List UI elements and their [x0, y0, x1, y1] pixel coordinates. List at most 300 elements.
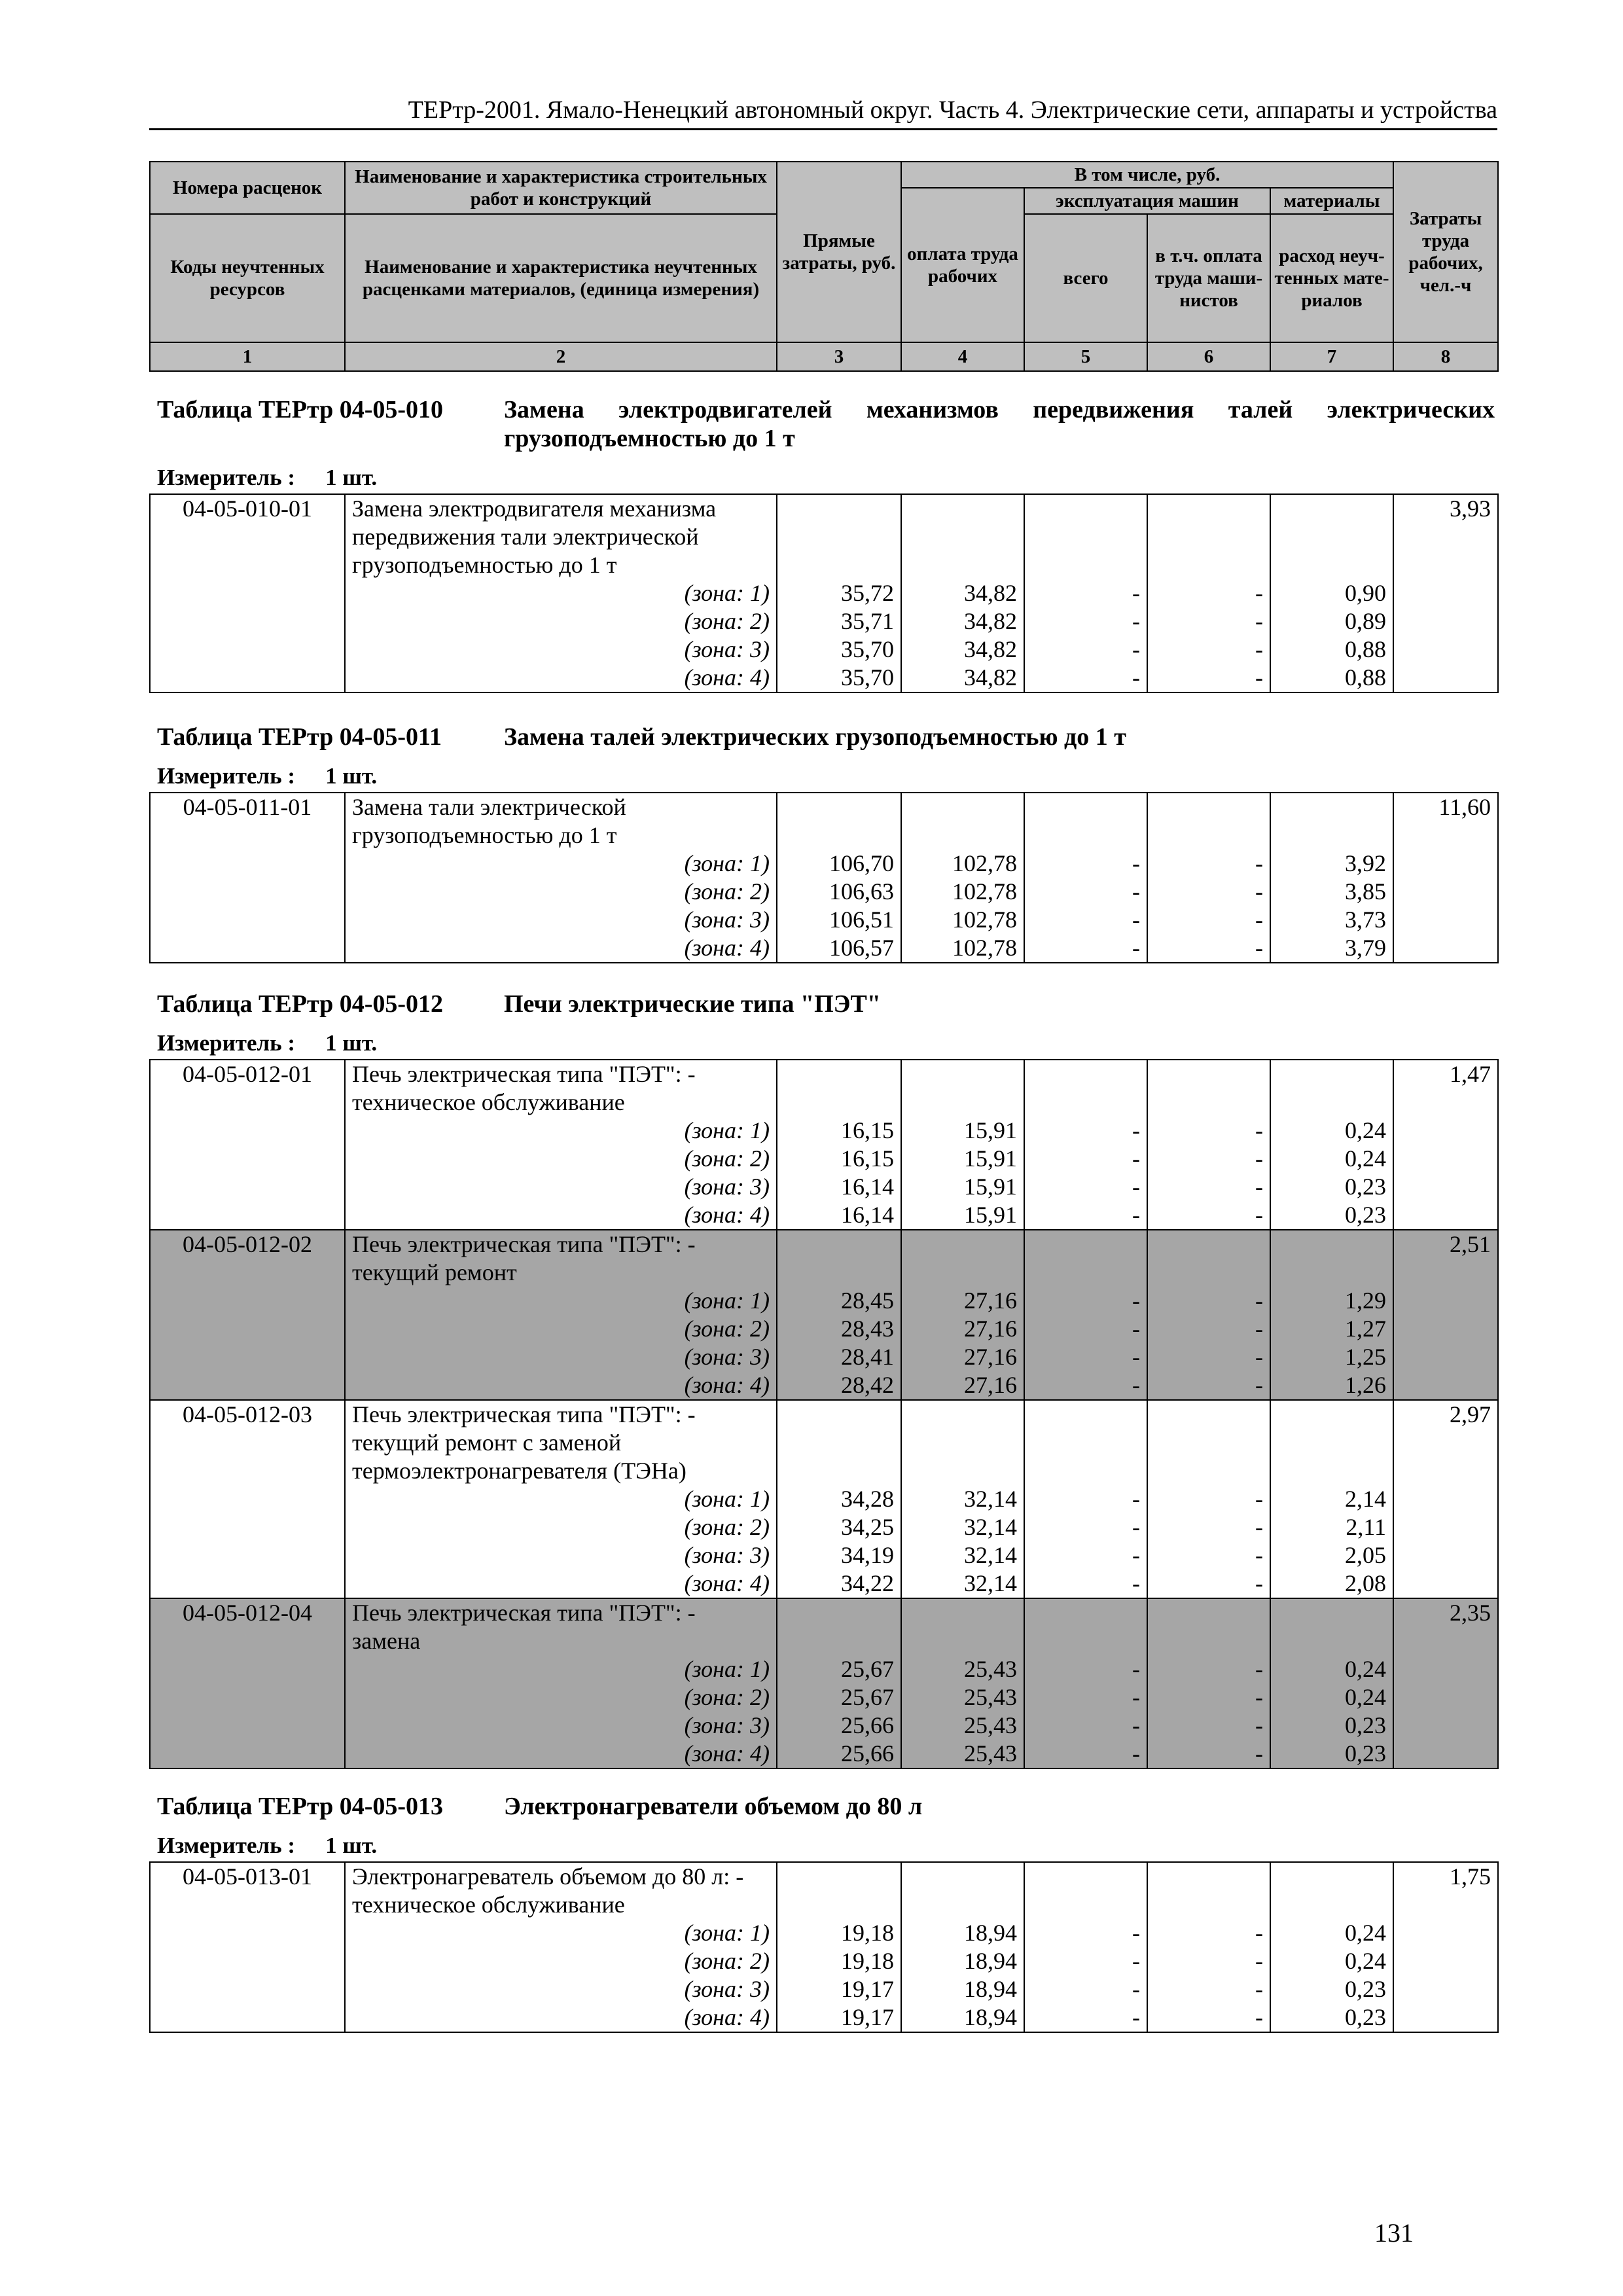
table-title: [157, 990, 1497, 1018]
table-number: Таблица ТЕРтр 04-05-013: [157, 1793, 444, 1820]
empty-cell: [1393, 664, 1498, 692]
rate-name-line: Печь электрическая типа "ПЭТ": -: [345, 1598, 777, 1627]
table-row: [150, 494, 1498, 523]
table-number: Таблица ТЕРтр 04-05-012: [157, 990, 444, 1018]
rate-name-line: Печь электрическая типа "ПЭТ": -: [345, 1060, 777, 1088]
rate-name-line: термоэлектронагревателя (ТЭНа): [345, 1457, 777, 1485]
empty-cell: [1393, 2003, 1498, 2032]
empty-cell: [1393, 1259, 1498, 1287]
empty-cell: [150, 1315, 345, 1343]
materials-value: 3,92: [1270, 850, 1393, 878]
table-row: [150, 1145, 1498, 1173]
labor-pay-value: 25,43: [901, 1740, 1024, 1768]
direct-costs-value: 28,41: [777, 1343, 901, 1371]
labor-pay-value: 34,82: [901, 607, 1024, 636]
zone-label: (зона: 4): [345, 1201, 777, 1230]
machinists-pay-value: -: [1147, 1173, 1270, 1201]
measure-value: 1 шт.: [325, 1833, 378, 1858]
machines-total-value: -: [1024, 1485, 1147, 1513]
machinists-pay-value: -: [1147, 1343, 1270, 1371]
empty-cell: [1393, 1712, 1498, 1740]
table-row: [150, 1201, 1498, 1230]
empty-cell: [1024, 1862, 1147, 1891]
empty-cell: [1393, 1088, 1498, 1117]
machinists-pay-value: -: [1147, 664, 1270, 692]
empty-cell: [150, 1457, 345, 1485]
empty-cell: [1270, 1598, 1393, 1627]
zone-label: (зона: 3): [345, 1541, 777, 1570]
empty-cell: [901, 1400, 1024, 1429]
materials-value: 0,24: [1270, 1683, 1393, 1712]
empty-cell: [1393, 934, 1498, 963]
empty-cell: [150, 1947, 345, 1975]
materials-value: 0,23: [1270, 1975, 1393, 2003]
page-number: 131: [1374, 2218, 1414, 2248]
rate-name-line: грузоподъемностью до 1 т: [345, 821, 777, 850]
empty-cell: [777, 1230, 901, 1259]
table-row: [150, 1975, 1498, 2003]
empty-cell: [150, 1740, 345, 1768]
running-header: ТЕРтр-2001. Ямало-Ненецкий автономный округ. Часть 4. Электрические сети, аппараты и устройства: [408, 96, 1497, 124]
machines-total-value: -: [1024, 1145, 1147, 1173]
labor-pay-value: 15,91: [901, 1201, 1024, 1230]
rate-table-section: [149, 990, 1497, 1769]
empty-cell: [1270, 1862, 1393, 1891]
machinists-pay-value: -: [1147, 1371, 1270, 1400]
header-machines: эксплуатация машин: [1024, 188, 1270, 214]
col-number: 6: [1147, 342, 1270, 371]
zone-label: (зона: 4): [345, 1740, 777, 1768]
table-row: [150, 850, 1498, 878]
empty-cell: [150, 1145, 345, 1173]
direct-costs-value: 16,14: [777, 1201, 901, 1230]
measure-value: 1 шт.: [325, 465, 378, 490]
rate-table: [149, 792, 1499, 963]
empty-cell: [1270, 1060, 1393, 1088]
labor-pay-value: 102,78: [901, 878, 1024, 906]
table-row: [150, 2003, 1498, 2032]
empty-cell: [901, 793, 1024, 821]
machinists-pay-value: -: [1147, 1117, 1270, 1145]
materials-value: 0,24: [1270, 1919, 1393, 1947]
labor-costs-value: 2,35: [1393, 1598, 1498, 1627]
col-number: 2: [345, 342, 777, 371]
empty-cell: [901, 1429, 1024, 1457]
empty-cell: [901, 1862, 1024, 1891]
table-row: [150, 1457, 1498, 1485]
machinists-pay-value: -: [1147, 878, 1270, 906]
direct-costs-value: 34,25: [777, 1513, 901, 1541]
empty-cell: [150, 1117, 345, 1145]
empty-cell: [150, 636, 345, 664]
table-row: [150, 1287, 1498, 1315]
table-row: [150, 1740, 1498, 1768]
materials-value: 2,14: [1270, 1485, 1393, 1513]
direct-costs-value: 25,66: [777, 1740, 901, 1768]
empty-cell: [777, 494, 901, 523]
empty-cell: [1393, 1429, 1498, 1457]
zone-label: (зона: 2): [345, 607, 777, 636]
table-row: [150, 1117, 1498, 1145]
col-number: 7: [1270, 342, 1393, 371]
direct-costs-value: 19,17: [777, 2003, 901, 2032]
labor-pay-value: 15,91: [901, 1145, 1024, 1173]
table-row: [150, 1570, 1498, 1598]
empty-cell: [1024, 1230, 1147, 1259]
rate-code: 04-05-012-03: [150, 1400, 345, 1429]
materials-value: 1,25: [1270, 1343, 1393, 1371]
empty-cell: [1024, 1457, 1147, 1485]
labor-pay-value: 25,43: [901, 1712, 1024, 1740]
empty-cell: [1393, 1457, 1498, 1485]
labor-costs-value: 1,47: [1393, 1060, 1498, 1088]
empty-cell: [150, 1343, 345, 1371]
machines-total-value: -: [1024, 1541, 1147, 1570]
table-row: [150, 793, 1498, 821]
direct-costs-value: 106,51: [777, 906, 901, 934]
zone-label: (зона: 3): [345, 1343, 777, 1371]
rate-table-section: [149, 395, 1497, 693]
table-title: [157, 395, 1497, 453]
empty-cell: [1024, 1400, 1147, 1429]
zone-label: (зона: 3): [345, 1975, 777, 2003]
zone-label: (зона: 1): [345, 1919, 777, 1947]
machines-total-value: -: [1024, 579, 1147, 607]
col-number: 5: [1024, 342, 1147, 371]
materials-value: 3,73: [1270, 906, 1393, 934]
zone-label: (зона: 1): [345, 850, 777, 878]
materials-value: 3,85: [1270, 878, 1393, 906]
header-direct-costs: Прямые затраты, руб.: [777, 162, 901, 342]
machinists-pay-value: -: [1147, 1145, 1270, 1173]
col-number: 4: [901, 342, 1024, 371]
table-row: [150, 1655, 1498, 1683]
empty-cell: [777, 1060, 901, 1088]
rate-name-line: грузоподъемностью до 1 т: [345, 551, 777, 579]
direct-costs-value: 35,71: [777, 607, 901, 636]
labor-pay-value: 27,16: [901, 1287, 1024, 1315]
materials-value: 0,23: [1270, 1173, 1393, 1201]
materials-value: 2,11: [1270, 1513, 1393, 1541]
empty-cell: [150, 1259, 345, 1287]
empty-cell: [1147, 1400, 1270, 1429]
empty-cell: [1393, 1627, 1498, 1655]
table-title-text: Печи электрические типа "ПЭТ": [504, 990, 881, 1018]
table-title: [157, 723, 1497, 751]
empty-cell: [1147, 1060, 1270, 1088]
zone-label: (зона: 1): [345, 579, 777, 607]
empty-cell: [1024, 523, 1147, 551]
table-row: [150, 1947, 1498, 1975]
measure-line: [157, 763, 1497, 789]
empty-cell: [150, 934, 345, 963]
labor-pay-value: 102,78: [901, 850, 1024, 878]
materials-value: 0,88: [1270, 636, 1393, 664]
empty-cell: [150, 1655, 345, 1683]
table-row: [150, 1541, 1498, 1570]
machines-total-value: -: [1024, 1947, 1147, 1975]
machinists-pay-value: -: [1147, 1513, 1270, 1541]
materials-value: 2,08: [1270, 1570, 1393, 1598]
machines-total-value: -: [1024, 636, 1147, 664]
empty-cell: [1270, 1429, 1393, 1457]
direct-costs-value: 25,67: [777, 1683, 901, 1712]
empty-cell: [1393, 821, 1498, 850]
machines-total-value: -: [1024, 607, 1147, 636]
machines-total-value: -: [1024, 1975, 1147, 2003]
machinists-pay-value: -: [1147, 1541, 1270, 1570]
header-codes-bottom: Коды неучтенных ресурсов: [150, 214, 345, 342]
rate-code: 04-05-012-02: [150, 1230, 345, 1259]
empty-cell: [150, 821, 345, 850]
rate-name-line: текущий ремонт: [345, 1259, 777, 1287]
zone-label: (зона: 2): [345, 1947, 777, 1975]
empty-cell: [1393, 1315, 1498, 1343]
direct-costs-value: 106,70: [777, 850, 901, 878]
direct-costs-value: 16,14: [777, 1173, 901, 1201]
rate-code: 04-05-012-01: [150, 1060, 345, 1088]
machinists-pay-value: -: [1147, 1201, 1270, 1230]
direct-costs-value: 106,63: [777, 878, 901, 906]
table-title-text: Замена талей электрических грузоподъемностью до 1 т: [504, 723, 1126, 751]
empty-cell: [1393, 1947, 1498, 1975]
machines-total-value: -: [1024, 2003, 1147, 2032]
rate-name-line: Электронагреватель объемом до 80 л: -: [345, 1862, 777, 1891]
empty-cell: [150, 1287, 345, 1315]
empty-cell: [1270, 793, 1393, 821]
empty-cell: [150, 1570, 345, 1598]
empty-cell: [150, 1485, 345, 1513]
table-row: [150, 1230, 1498, 1259]
empty-cell: [1393, 850, 1498, 878]
empty-cell: [1147, 1862, 1270, 1891]
empty-cell: [150, 1683, 345, 1712]
rate-name-line: техническое обслуживание: [345, 1891, 777, 1919]
zone-label: (зона: 4): [345, 664, 777, 692]
machinists-pay-value: -: [1147, 906, 1270, 934]
materials-value: 0,24: [1270, 1655, 1393, 1683]
table-row: [150, 523, 1498, 551]
zone-label: (зона: 2): [345, 878, 777, 906]
empty-cell: [901, 1230, 1024, 1259]
rate-name-line: Печь электрическая типа "ПЭТ": -: [345, 1230, 777, 1259]
zone-label: (зона: 1): [345, 1655, 777, 1683]
empty-cell: [150, 1919, 345, 1947]
table-title-text: Замена электродвигателей механизмов передвижения талей электрических грузоподъемностью до 1 т: [504, 396, 1495, 452]
measure-label: Измеритель :: [157, 1833, 296, 1858]
empty-cell: [150, 551, 345, 579]
empty-cell: [150, 579, 345, 607]
header-rule: [149, 128, 1497, 130]
header-labor-pay: оплата труда рабочих: [901, 188, 1024, 342]
empty-cell: [150, 878, 345, 906]
table-row: [150, 1891, 1498, 1919]
materials-value: 3,79: [1270, 934, 1393, 963]
empty-cell: [150, 906, 345, 934]
empty-cell: [150, 1088, 345, 1117]
direct-costs-value: 35,72: [777, 579, 901, 607]
direct-costs-value: 19,17: [777, 1975, 901, 2003]
empty-cell: [1147, 523, 1270, 551]
empty-cell: [901, 494, 1024, 523]
empty-cell: [1393, 906, 1498, 934]
empty-cell: [1147, 821, 1270, 850]
empty-cell: [1024, 793, 1147, 821]
direct-costs-value: 35,70: [777, 636, 901, 664]
machinists-pay-value: -: [1147, 636, 1270, 664]
table-row: [150, 607, 1498, 636]
empty-cell: [777, 821, 901, 850]
labor-costs-value: 3,93: [1393, 494, 1498, 523]
rate-table: [149, 1861, 1499, 2033]
machines-total-value: -: [1024, 1683, 1147, 1712]
machines-total-value: -: [1024, 850, 1147, 878]
table-row: [150, 1862, 1498, 1891]
empty-cell: [1393, 523, 1498, 551]
empty-cell: [777, 1891, 901, 1919]
machines-total-value: -: [1024, 1513, 1147, 1541]
machinists-pay-value: -: [1147, 850, 1270, 878]
table-title: [157, 1792, 1497, 1821]
labor-pay-value: 15,91: [901, 1117, 1024, 1145]
zone-label: (зона: 3): [345, 1712, 777, 1740]
empty-cell: [1024, 1891, 1147, 1919]
empty-cell: [901, 1457, 1024, 1485]
measure-label: Измеритель :: [157, 465, 296, 490]
empty-cell: [1147, 1259, 1270, 1287]
empty-cell: [1270, 1230, 1393, 1259]
table-row: [150, 934, 1498, 963]
empty-cell: [150, 523, 345, 551]
measure-line: [157, 465, 1497, 491]
empty-cell: [1393, 1485, 1498, 1513]
empty-cell: [777, 1259, 901, 1287]
measure-label: Измеритель :: [157, 763, 296, 789]
col-number: 3: [777, 342, 901, 371]
machinists-pay-value: -: [1147, 1947, 1270, 1975]
empty-cell: [777, 1429, 901, 1457]
labor-pay-value: 18,94: [901, 1975, 1024, 2003]
rate-name-line: Замена электродвигателя механизма: [345, 494, 777, 523]
direct-costs-value: 34,22: [777, 1570, 901, 1598]
zone-label: (зона: 3): [345, 636, 777, 664]
empty-cell: [1393, 1343, 1498, 1371]
empty-cell: [1270, 1088, 1393, 1117]
labor-pay-value: 27,16: [901, 1315, 1024, 1343]
table-row: [150, 1371, 1498, 1400]
empty-cell: [1270, 551, 1393, 579]
machines-total-value: -: [1024, 1315, 1147, 1343]
table-row: [150, 1683, 1498, 1712]
empty-cell: [1270, 523, 1393, 551]
measure-value: 1 шт.: [325, 1030, 378, 1056]
rate-name-line: замена: [345, 1627, 777, 1655]
empty-cell: [1393, 1201, 1498, 1230]
labor-pay-value: 15,91: [901, 1173, 1024, 1201]
empty-cell: [1393, 1891, 1498, 1919]
zone-label: (зона: 4): [345, 934, 777, 963]
empty-cell: [1147, 1230, 1270, 1259]
empty-cell: [1393, 1655, 1498, 1683]
machinists-pay-value: -: [1147, 1712, 1270, 1740]
machinists-pay-value: -: [1147, 1683, 1270, 1712]
zone-label: (зона: 2): [345, 1683, 777, 1712]
empty-cell: [777, 523, 901, 551]
direct-costs-value: 34,19: [777, 1541, 901, 1570]
rate-name-line: передвижения тали электрической: [345, 523, 777, 551]
header-labor-costs: Затраты труда рабочих, чел.-ч: [1393, 162, 1498, 342]
labor-pay-value: 32,14: [901, 1485, 1024, 1513]
materials-value: 0,23: [1270, 1201, 1393, 1230]
header-names-bottom: Наименование и характеристика неучтенных расценками материалов, (единица измерения): [345, 214, 777, 342]
machinists-pay-value: -: [1147, 579, 1270, 607]
labor-costs-value: 2,97: [1393, 1400, 1498, 1429]
table-row: [150, 551, 1498, 579]
machines-total-value: -: [1024, 1343, 1147, 1371]
direct-costs-value: 16,15: [777, 1117, 901, 1145]
empty-cell: [1393, 1117, 1498, 1145]
materials-value: 0,23: [1270, 1740, 1393, 1768]
labor-pay-value: 102,78: [901, 906, 1024, 934]
empty-cell: [150, 664, 345, 692]
table-row: [150, 1060, 1498, 1088]
machinists-pay-value: -: [1147, 1287, 1270, 1315]
zone-label: (зона: 1): [345, 1117, 777, 1145]
materials-value: 0,23: [1270, 2003, 1393, 2032]
rate-table: [149, 1059, 1499, 1769]
empty-cell: [1147, 494, 1270, 523]
machinists-pay-value: -: [1147, 2003, 1270, 2032]
machinists-pay-value: -: [1147, 1655, 1270, 1683]
empty-cell: [1393, 1683, 1498, 1712]
empty-cell: [901, 1598, 1024, 1627]
direct-costs-value: 25,67: [777, 1655, 901, 1683]
materials-value: 1,29: [1270, 1287, 1393, 1315]
labor-costs-value: 1,75: [1393, 1862, 1498, 1891]
header-machines-total: всего: [1024, 214, 1147, 342]
empty-cell: [1024, 1627, 1147, 1655]
labor-pay-value: 34,82: [901, 579, 1024, 607]
materials-value: 2,05: [1270, 1541, 1393, 1570]
materials-value: 0,23: [1270, 1712, 1393, 1740]
table-row: [150, 636, 1498, 664]
empty-cell: [1270, 821, 1393, 850]
header-incl: В том числе, руб.: [901, 162, 1393, 188]
materials-value: 0,24: [1270, 1145, 1393, 1173]
empty-cell: [1024, 494, 1147, 523]
table-row: [150, 1343, 1498, 1371]
empty-cell: [777, 551, 901, 579]
header-names-top: Наименование и характеристика строительных работ и конструкций: [345, 162, 777, 214]
machinists-pay-value: -: [1147, 934, 1270, 963]
empty-cell: [150, 1891, 345, 1919]
empty-cell: [1393, 636, 1498, 664]
empty-cell: [1393, 1919, 1498, 1947]
header-codes-top: Номера расценок: [150, 162, 345, 214]
materials-value: 0,90: [1270, 579, 1393, 607]
table-row: [150, 1088, 1498, 1117]
machinists-pay-value: -: [1147, 1919, 1270, 1947]
rate-code: 04-05-013-01: [150, 1862, 345, 1891]
empty-cell: [150, 1975, 345, 2003]
materials-value: 0,89: [1270, 607, 1393, 636]
zone-label: (зона: 2): [345, 1145, 777, 1173]
empty-cell: [1147, 793, 1270, 821]
rate-code: 04-05-010-01: [150, 494, 345, 523]
empty-cell: [1393, 607, 1498, 636]
empty-cell: [777, 1088, 901, 1117]
direct-costs-value: 28,45: [777, 1287, 901, 1315]
